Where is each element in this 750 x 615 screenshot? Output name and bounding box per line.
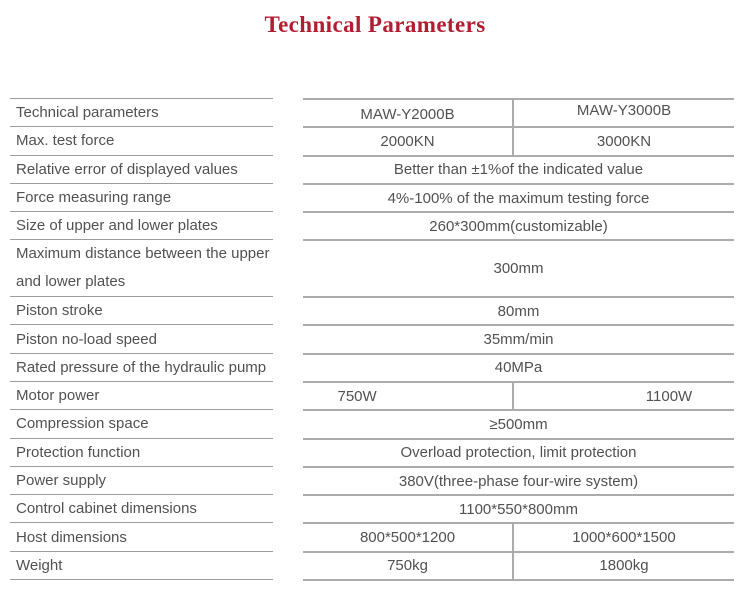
value-row <box>303 468 734 496</box>
parameter-label: Piston no-load speed <box>16 330 157 348</box>
value-row <box>303 241 734 298</box>
parameter-labels-column <box>10 98 273 580</box>
value-row <box>303 128 734 156</box>
parameter-label: Max. test force <box>16 132 115 150</box>
parameter-label-row <box>10 240 273 297</box>
value-cell: ≥500mm <box>489 415 548 433</box>
value-row <box>303 383 734 411</box>
value-cell: 1100W <box>512 383 734 409</box>
value-cell: 4%-100% of the maximum testing force <box>387 189 650 207</box>
parameter-label-row <box>10 354 273 382</box>
parameter-label-row <box>10 495 273 523</box>
parameter-label-row <box>10 410 273 438</box>
value-cell: 750kg <box>387 557 428 575</box>
parameter-label-row <box>10 439 273 467</box>
parameter-label: Technical parameters <box>16 104 159 122</box>
value-cell: 3000KN <box>512 128 734 154</box>
parameter-label: Compression space <box>16 415 149 433</box>
parameter-label: Power supply <box>16 472 107 489</box>
page-title: Technical Parameters <box>264 12 486 37</box>
value-cell: 380V(three-phase four-wire system) <box>398 472 639 490</box>
parameter-label: Control cabinet dimensions <box>16 500 197 518</box>
parameter-label-row <box>10 99 273 127</box>
value-row <box>303 326 734 354</box>
value-cell: Better than ±1%of the indicated value <box>393 161 644 179</box>
parameter-label: Force measuring range <box>16 189 172 207</box>
parameter-label: Weight <box>16 556 63 574</box>
parameter-label-row <box>10 552 273 580</box>
value-cell: Overload protection, limit protection <box>400 444 637 462</box>
parameter-label-row <box>10 212 273 240</box>
parameter-label-row <box>10 382 273 410</box>
parameter-label: Motor power <box>16 387 100 405</box>
value-row <box>303 440 734 468</box>
value-cell: 2000KN <box>380 132 435 150</box>
parameter-label: Size of upper and lower plates <box>16 217 218 235</box>
parameter-label: Host dimensions <box>16 528 127 546</box>
parameter-label: Maximum distance between the upper and lower plates <box>16 245 270 291</box>
value-cell: 1800kg <box>512 553 734 579</box>
parameter-label-row <box>10 523 273 551</box>
value-row <box>303 553 734 581</box>
value-row <box>303 185 734 213</box>
parameter-label: Relative error of displayed values <box>16 160 238 178</box>
parameter-label: Rated pressure of the hydraulic pump <box>16 358 267 376</box>
value-row <box>303 496 734 524</box>
value-cell: 750W <box>337 387 377 405</box>
value-row <box>303 355 734 383</box>
parameter-label-row <box>10 297 273 325</box>
value-cell: 1000*600*1500 <box>512 524 734 550</box>
value-cell: 300mm <box>493 260 544 278</box>
value-row <box>303 411 734 439</box>
value-cell: MAW-Y2000B <box>360 106 455 124</box>
value-row <box>303 213 734 241</box>
value-cell: 40MPa <box>494 359 543 377</box>
parameter-label-row <box>10 184 273 212</box>
parameter-label-row <box>10 325 273 353</box>
parameter-values-table <box>303 98 734 581</box>
value-row <box>303 157 734 185</box>
value-cell: 35mm/min <box>483 331 554 349</box>
value-cell: 1100*550*800mm <box>459 500 578 518</box>
parameter-label: Protection function <box>16 443 141 461</box>
value-row <box>303 100 734 128</box>
value-cell: 260*300mm(customizable) <box>429 217 608 235</box>
value-cell: 800*500*1200 <box>359 529 456 547</box>
parameter-label: Piston stroke <box>16 302 103 320</box>
value-cell: MAW-Y3000B <box>512 100 734 126</box>
value-row <box>303 524 734 552</box>
parameter-label-row <box>10 127 273 155</box>
parameter-label-row <box>10 156 273 184</box>
parameter-label-row <box>10 467 273 495</box>
value-cell: 80mm <box>497 302 540 320</box>
value-row <box>303 298 734 326</box>
